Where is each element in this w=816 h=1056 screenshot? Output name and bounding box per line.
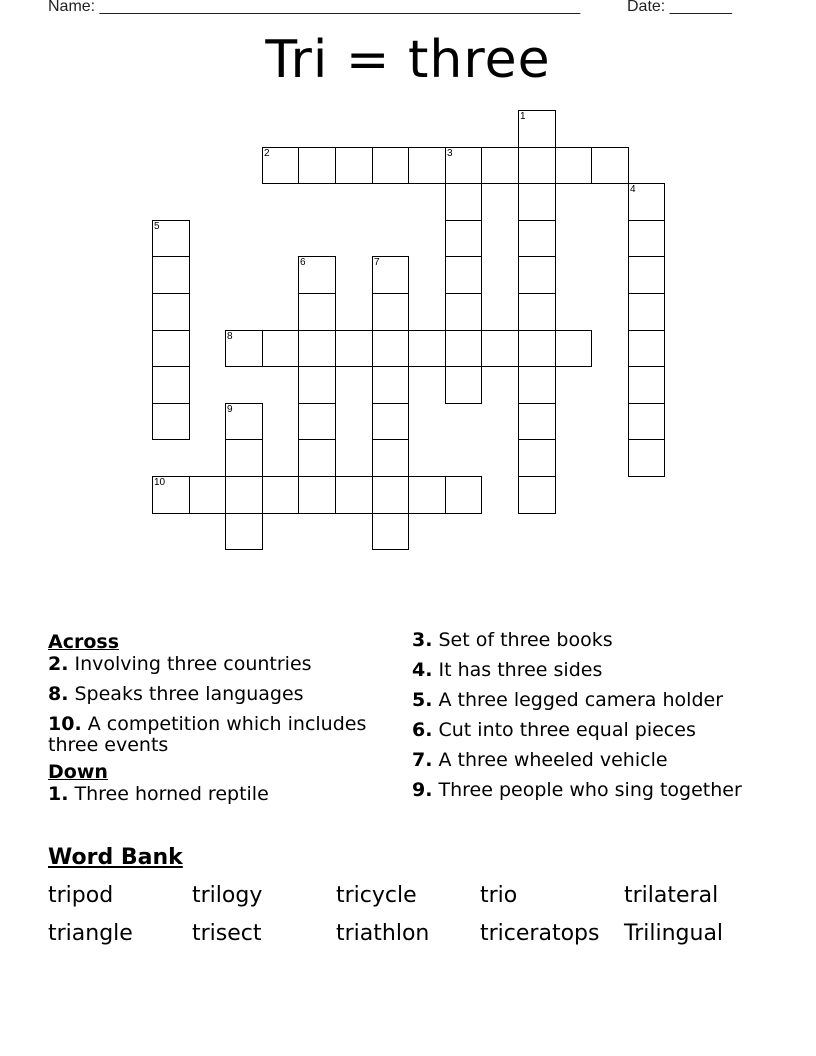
across-clue-list [48,654,398,756]
clue-number: 2. [48,653,69,675]
clue-number: 3. [412,629,433,651]
cell-number: 1 [520,111,526,122]
clue-down-7 [412,750,772,771]
word-bank-item: trisect [192,921,262,946]
clue-text: A three wheeled vehicle [432,749,668,771]
grid-cell[interactable] [628,366,665,404]
grid-cell[interactable] [445,147,482,184]
grid-cell[interactable] [152,476,190,514]
word-bank-item: triathlon [336,921,430,946]
cell-number: 4 [630,184,636,195]
grid-cell[interactable] [518,147,556,184]
grid-cell[interactable] [518,330,556,367]
word-bank-item: tricycle [336,883,417,908]
cell-number: 7 [374,257,380,268]
grid-cell[interactable] [152,403,190,440]
clue-text: A competition which includes three events [48,713,367,756]
grid-cell[interactable] [262,330,299,367]
word-bank-item: Trilingual [624,921,724,946]
grid-cell[interactable] [408,147,446,184]
grid-cell[interactable] [262,476,299,514]
clue-number: 7. [412,749,433,771]
grid-cell[interactable] [445,293,482,331]
grid-cell[interactable] [298,439,336,477]
clue-text: Speaks three languages [68,683,304,705]
grid-cell[interactable] [189,476,226,514]
grid-cell[interactable] [372,330,409,367]
grid-cell[interactable] [372,256,409,294]
clues-right-column [412,630,772,810]
grid-cell[interactable] [628,256,665,294]
grid-cell[interactable] [445,220,482,257]
grid-cell[interactable] [372,366,409,404]
clue-number: 10. [48,713,82,735]
grid-cell[interactable] [518,476,556,514]
grid-cell[interactable] [628,220,665,257]
cell-number: 3 [447,148,453,159]
word-bank-item: trilateral [624,883,719,908]
clue-number: 1. [48,783,69,805]
across-heading: Across [48,631,120,653]
grid-cell[interactable] [372,513,409,550]
word-bank-item: trilogy [192,883,263,908]
clue-number: 6. [412,719,433,741]
grid-cell[interactable] [518,110,556,148]
grid-cell[interactable] [335,330,373,367]
grid-cell[interactable] [152,256,190,294]
clue-number: 9. [412,779,433,801]
word-bank-item: trio [480,883,518,908]
clue-number: 5. [412,689,433,711]
grid-cell[interactable] [335,147,373,184]
grid-cell[interactable] [225,513,263,550]
grid-cell[interactable] [628,293,665,331]
grid-cell[interactable] [518,256,556,294]
cell-number: 6 [300,257,306,268]
grid-cell[interactable] [152,330,190,367]
cell-number: 9 [227,404,233,415]
grid-cell[interactable] [518,183,556,221]
grid-cell[interactable] [372,476,409,514]
clue-text: Involving three countries [68,653,312,675]
clue-text: Set of three books [432,629,613,651]
grid-cell[interactable] [481,330,519,367]
clue-across-8 [48,684,398,705]
grid-cell[interactable] [225,403,263,440]
clue-across-2 [48,654,398,675]
grid-cell[interactable] [628,403,665,440]
grid-cell[interactable] [298,293,336,331]
word-bank [48,882,788,948]
grid-cell[interactable] [518,220,556,257]
grid-cell[interactable] [298,330,336,367]
grid-cell[interactable] [628,330,665,367]
grid-cell[interactable] [298,476,336,514]
clue-text: Cut into three equal pieces [432,719,696,741]
cell-number: 8 [227,331,233,342]
clue-down-5 [412,690,772,711]
grid-cell[interactable] [298,366,336,404]
grid-cell[interactable] [518,366,556,404]
grid-cell[interactable] [481,147,519,184]
grid-cell[interactable] [372,147,409,184]
grid-cell[interactable] [262,147,299,184]
clue-down-4 [412,660,772,681]
grid-cell[interactable] [408,476,446,514]
clue-down-6 [412,720,772,741]
word-bank-item: triangle [48,921,133,946]
clue-text: Three people who sing together [432,779,742,801]
word-bank-item: triceratops [480,921,600,946]
grid-cell[interactable] [152,220,190,257]
grid-cell[interactable] [372,403,409,440]
word-bank-title: Word Bank [48,845,183,870]
clue-number: 4. [412,659,433,681]
grid-cell[interactable] [628,183,665,221]
grid-cell[interactable] [152,366,190,404]
grid-cell[interactable] [445,183,482,221]
grid-cell[interactable] [335,476,373,514]
grid-cell[interactable] [225,476,263,514]
clue-text: A three legged camera holder [432,689,724,711]
clues-left-column [48,630,398,814]
clue-down-1 [48,784,398,805]
grid-cell[interactable] [518,439,556,477]
grid-cell[interactable] [408,330,446,367]
clue-text: It has three sides [432,659,603,681]
clue-number: 8. [48,683,69,705]
clue-across-10 [48,714,398,756]
grid-cell[interactable] [298,147,336,184]
grid-cell[interactable] [298,403,336,440]
grid-cell[interactable] [445,476,482,514]
cell-number: 5 [154,221,160,232]
clue-down-9 [412,780,772,801]
grid-cell[interactable] [372,293,409,331]
grid-cell[interactable] [445,330,482,367]
grid-cell[interactable] [555,330,592,367]
grid-cell[interactable] [372,439,409,477]
grid-cell[interactable] [445,366,482,404]
grid-cell[interactable] [628,439,665,477]
grid-cell[interactable] [591,147,629,184]
date-line: Date: _______ [627,0,732,15]
grid-cell[interactable] [152,293,190,331]
grid-cell[interactable] [225,439,263,477]
grid-cell[interactable] [298,256,336,294]
grid-cell[interactable] [518,293,556,331]
cell-number: 10 [154,477,166,488]
down-heading: Down [48,761,108,783]
grid-cell[interactable] [518,403,556,440]
cell-number: 2 [264,148,270,159]
name-line: Name: ______________________________________________________ [48,0,581,15]
page-title: Tri = three [265,30,551,90]
clue-down-3 [412,630,772,651]
grid-cell[interactable] [555,147,592,184]
grid-cell[interactable] [445,256,482,294]
clue-text: Three horned reptile [68,783,269,805]
word-bank-item: tripod [48,883,114,908]
grid-cell[interactable] [225,330,263,367]
